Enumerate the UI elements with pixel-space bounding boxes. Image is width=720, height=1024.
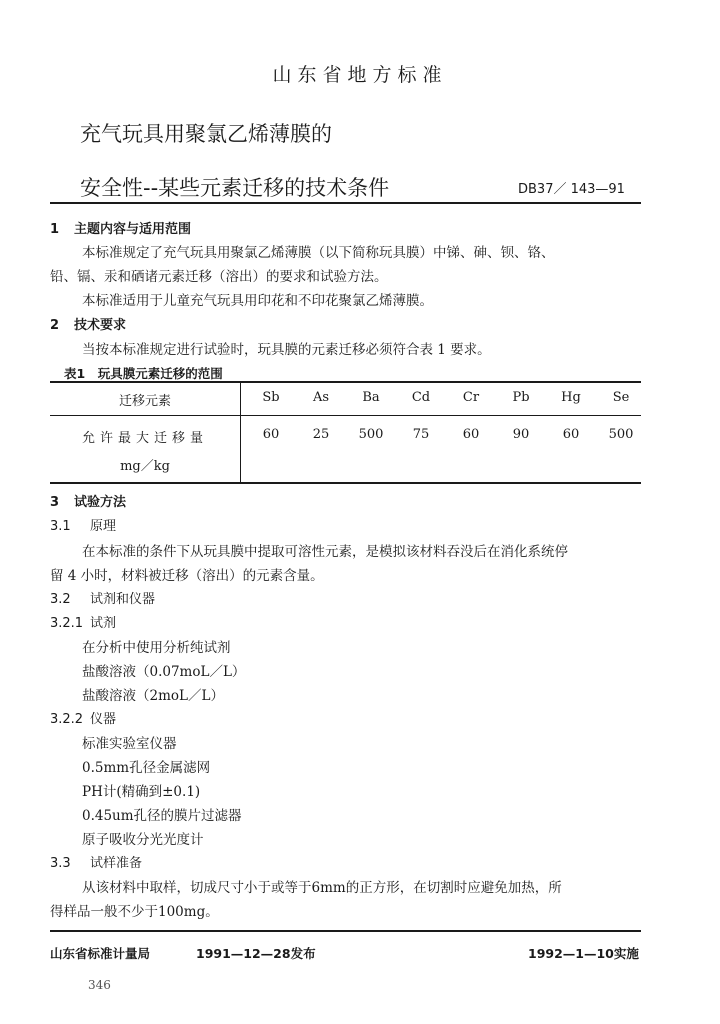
section-title: 技术要求 <box>74 318 127 333</box>
instrument-item: 原子吸收分光光度计 <box>82 832 204 848</box>
section-3-3-line1: 从该材料中取样，切成尺寸小于或等于6mm的正方形，在切割时应避免加热，所 <box>82 880 562 896</box>
section-3-1-line1: 在本标准的条件下从玩具膜中提取可溶性元素，是模拟该材料吞没后在消化系统停 <box>82 544 568 560</box>
section-2-para: 当按本标准规定进行试验时，玩具膜的元素迁移必须符合表 1 要求。 <box>82 342 491 358</box>
table-top-rule <box>50 381 641 383</box>
element-migration-table <box>50 381 641 484</box>
section-3-heading <box>50 491 126 510</box>
instrument-item: 0.45um孔径的膜片过滤器 <box>82 808 242 824</box>
section-number: 3.1 <box>50 519 71 534</box>
section-1-heading <box>50 218 191 237</box>
section-3-1-heading <box>50 515 116 534</box>
section-number: 3.2.2 <box>50 712 84 727</box>
effective-date: 1992—1—10实施 <box>528 946 639 961</box>
section-1-para1-line2: 铅、镉、汞和硒诸元素迁移（溶出）的要求和试验方法。 <box>50 269 388 285</box>
section-number: 3.2 <box>50 592 71 607</box>
table-column-divider <box>240 381 241 484</box>
element-symbol: As <box>312 390 330 405</box>
element-limit: 25 <box>312 427 330 442</box>
page-number: 346 <box>88 978 111 992</box>
element-symbol: Sb <box>262 390 280 405</box>
table-unit-label: mg／kg <box>120 459 170 474</box>
table-bottom-rule <box>50 482 641 484</box>
element-symbol: Cr <box>462 390 480 405</box>
standard-code: DB37／ 143—91 <box>518 182 625 197</box>
reagent-item: 盐酸溶液（0.07moL／L） <box>82 664 246 680</box>
section-number: 3.2.1 <box>50 616 84 631</box>
section-3-1-line2: 留 4 小时，材料被迁移（溶出）的元素含量。 <box>50 568 324 584</box>
element-limit: 500 <box>608 427 634 442</box>
instrument-item: PH计(精确到±0.1) <box>82 784 201 800</box>
element-limit: 60 <box>562 427 580 442</box>
footer-divider <box>50 930 641 932</box>
table-header-label: 迁移元素 <box>118 394 171 409</box>
element-limit: 75 <box>412 427 430 442</box>
section-title: 试剂和仪器 <box>90 592 156 607</box>
title-divider <box>50 202 641 204</box>
section-number: 3.3 <box>50 856 71 871</box>
element-symbol: Se <box>612 390 630 405</box>
section-title: 主题内容与适用范围 <box>74 222 192 237</box>
section-3-2-1-heading <box>50 612 116 631</box>
section-title: 试验方法 <box>74 495 127 510</box>
section-title: 仪器 <box>90 712 117 727</box>
document-title-line2: 安全性--某些元素迁移的技术条件 <box>80 176 390 200</box>
section-title: 试样准备 <box>90 856 143 871</box>
element-limit: 500 <box>358 427 384 442</box>
reagent-item: 盐酸溶液（2moL／L） <box>82 688 224 704</box>
section-2-heading <box>50 314 126 333</box>
section-number: 1 <box>50 222 60 237</box>
table-limit-label: 允许最大迁移量 <box>81 431 208 446</box>
instrument-item: 0.5mm孔径金属滤网 <box>82 760 211 776</box>
instrument-item: 标准实验室仪器 <box>82 736 177 752</box>
section-title: 原理 <box>90 519 117 534</box>
section-number: 3 <box>50 495 60 510</box>
element-limit: 60 <box>462 427 480 442</box>
section-3-3-line2: 得样品一般不少于100mg。 <box>50 904 219 920</box>
section-3-2-2-heading <box>50 708 116 727</box>
section-title: 试剂 <box>90 616 117 631</box>
reagent-item: 在分析中使用分析纯试剂 <box>82 640 231 656</box>
issuing-authority: 山东省标准计量局 <box>50 946 151 961</box>
section-number: 2 <box>50 318 60 333</box>
document-title-line1: 充气玩具用聚氯乙烯薄膜的 <box>80 122 332 146</box>
element-symbol: Pb <box>512 390 530 405</box>
element-symbol: Ba <box>362 390 380 405</box>
element-symbol: Cd <box>411 390 431 405</box>
standard-category: 山东省地方标准 <box>272 64 448 86</box>
element-limit: 60 <box>262 427 280 442</box>
section-3-2-heading <box>50 588 155 607</box>
element-limit: 90 <box>512 427 530 442</box>
section-1-para2: 本标准适用于儿童充气玩具用印花和不印花聚氯乙烯薄膜。 <box>82 293 433 309</box>
element-symbol: Hg <box>561 390 581 405</box>
table-header-rule <box>50 415 641 416</box>
issue-date: 1991—12—28发布 <box>196 946 316 961</box>
table-caption: 表1 玩具膜元素迁移的范围 <box>64 366 223 381</box>
section-1-para1-line1: 本标准规定了充气玩具用聚氯乙烯薄膜（以下简称玩具膜）中锑、砷、钡、铬、 <box>82 245 555 261</box>
section-3-3-heading <box>50 852 142 871</box>
